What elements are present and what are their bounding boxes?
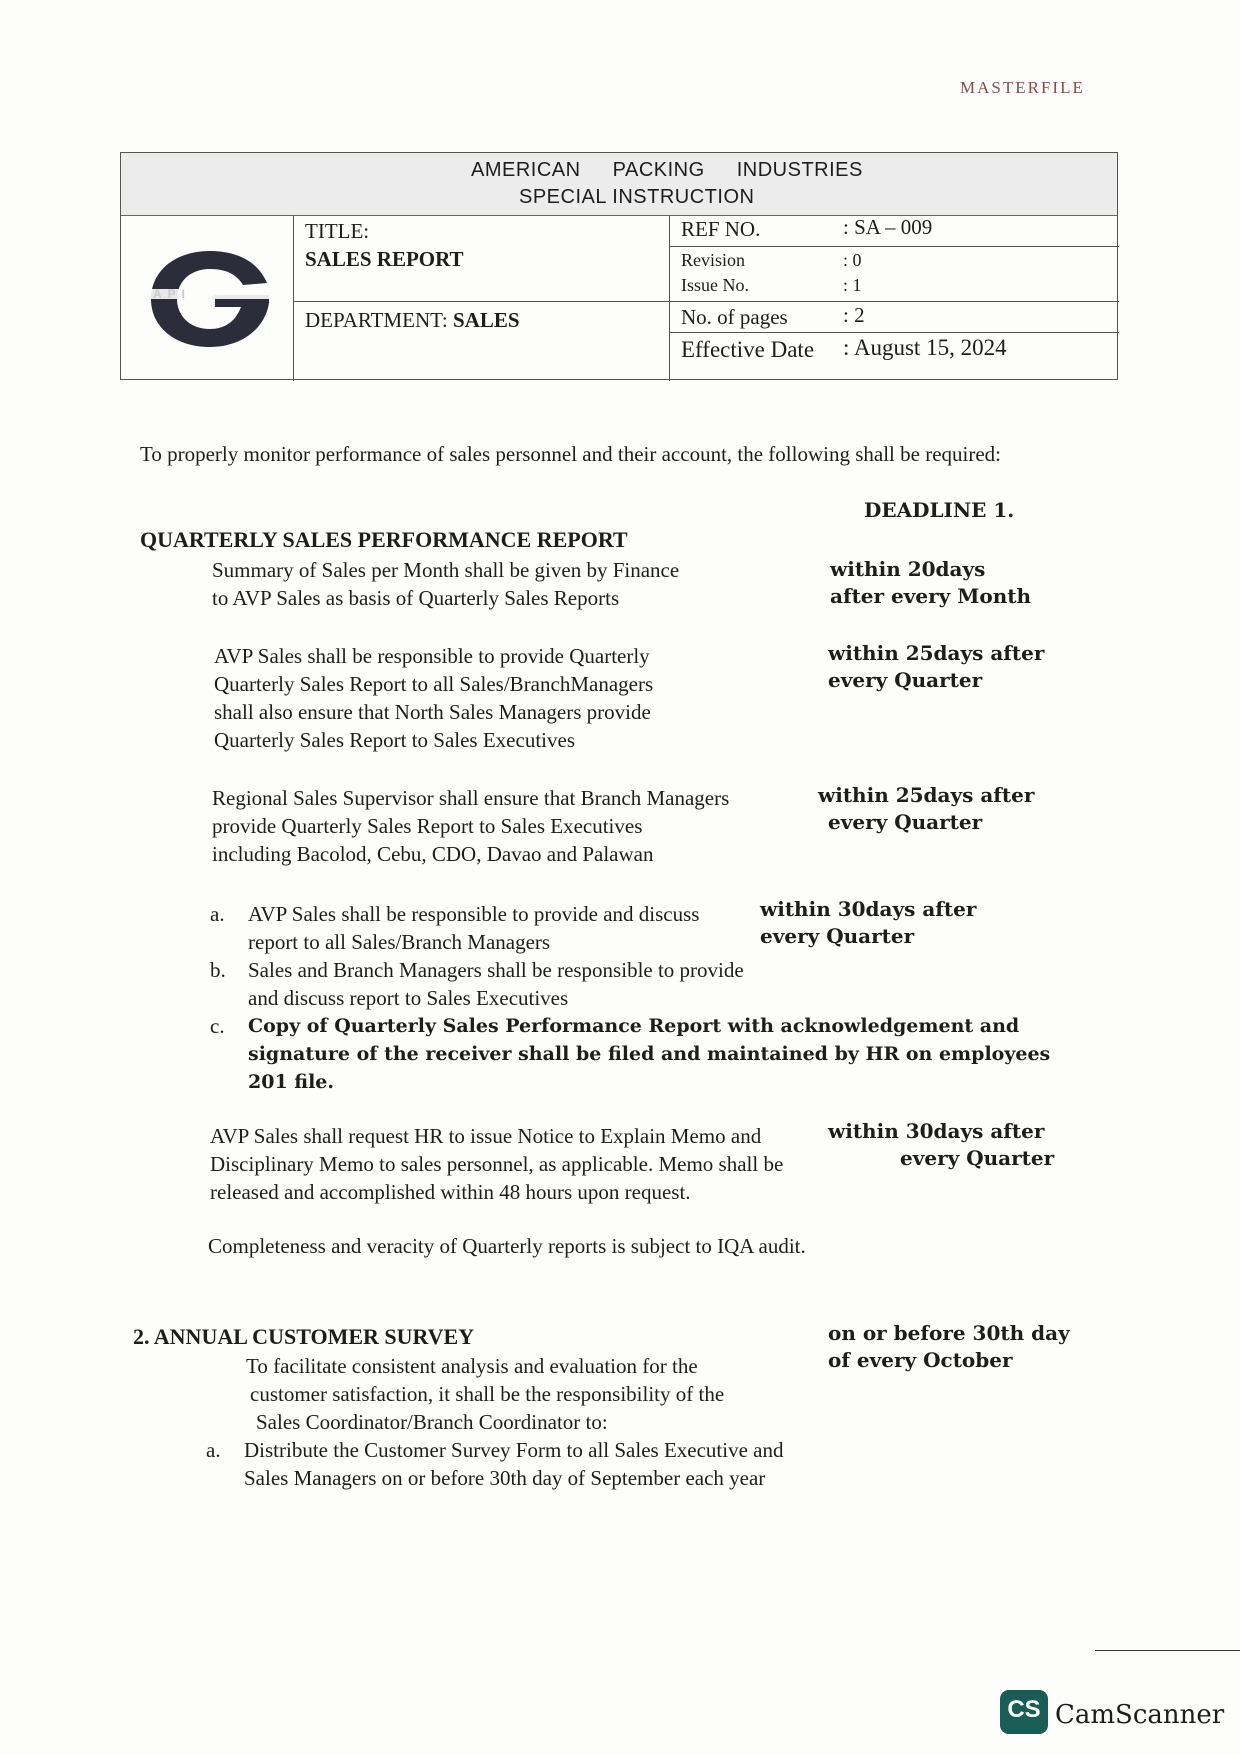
s1-list-item-c: c. Copy of Quarterly Sales Performance Report with acknowledgement and signature of the receiver shall be filed and maintained by HR on employees 201 file. bbox=[210, 1014, 1051, 1093]
s1-deadline-4: within 30days after every Quarter bbox=[828, 1119, 1055, 1170]
s1-list-item-b: b. Sales and Branch Managers shall be responsible to provide and discuss report to Sales Executives bbox=[210, 958, 744, 1010]
document-type: SPECIAL INSTRUCTION bbox=[519, 186, 755, 208]
svg-text:API: API bbox=[153, 287, 192, 301]
camscanner-watermark: CamScanner bbox=[1055, 1700, 1225, 1730]
s2-list-item-a: a. Distribute the Customer Survey Form to all Sales Executive and Sales Managers on or before 30th day of September each year bbox=[206, 1438, 784, 1490]
title-value: SALES REPORT bbox=[305, 247, 464, 271]
revision-value: : 0 bbox=[843, 250, 862, 270]
effective-date-label: Effective Date bbox=[681, 337, 815, 362]
s1-paragraph-3: Regional Sales Supervisor shall ensure that Branch Managers provide Quarterly Sales Report to Sales Executives including Bacolod, Cebu, CDO, Davao and Palawan bbox=[212, 786, 730, 866]
deadline-header: DEADLINE 1. bbox=[864, 498, 1015, 522]
section-2-title: 2. ANNUAL CUSTOMER SURVEY bbox=[133, 1324, 475, 1349]
pages-label: No. of pages bbox=[681, 305, 788, 329]
department-label: DEPARTMENT: SALES bbox=[305, 308, 520, 332]
revision-label: Revision bbox=[681, 250, 746, 270]
ref-no-label: REF NO. bbox=[681, 217, 761, 241]
footer-divider bbox=[1095, 1650, 1240, 1651]
s1-paragraph-5: Completeness and veracity of Quarterly reports is subject to IQA audit. bbox=[208, 1234, 806, 1258]
document-header-table bbox=[120, 152, 1118, 380]
issue-no-label: Issue No. bbox=[681, 275, 749, 295]
intro-text: To properly monitor performance of sales personnel and their account, the following shall be required: bbox=[140, 442, 1001, 466]
s1-deadline-1: within 20days after every Month bbox=[830, 557, 1032, 608]
s2-paragraph-1: To facilitate consistent analysis and evaluation for the customer satisfaction, it shall be the responsibility of the Sales Coordinator/Branch Coordinator to: bbox=[246, 1354, 725, 1434]
title-label: TITLE: bbox=[305, 219, 370, 243]
masterfile-stamp: MASTERFILE bbox=[960, 78, 1085, 97]
effective-date-value: : August 15, 2024 bbox=[843, 335, 1007, 360]
s2-deadline: on or before 30th day of every October bbox=[828, 1321, 1070, 1372]
issue-no-value: : 1 bbox=[843, 275, 862, 295]
section-1-title: QUARTERLY SALES PERFORMANCE REPORT bbox=[140, 527, 628, 552]
api-logo-icon bbox=[145, 249, 275, 349]
s1-paragraph-4: AVP Sales shall request HR to issue Notice to Explain Memo and Disciplinary Memo to sales personnel, as applicable. Memo shall be released and accomplished within 48 hours upon request. bbox=[210, 1124, 784, 1204]
ref-no-value: : SA – 009 bbox=[843, 215, 933, 239]
camscanner-logo-icon: CS bbox=[1000, 1690, 1048, 1734]
s1-paragraph-2: AVP Sales shall be responsible to provide Quarterly Quarterly Sales Report to all Sales/BranchManagers shall also ensure that North Sales Managers provide Quarterly Sales Report to Sales Executives bbox=[214, 644, 654, 752]
s1-items-deadline: within 30days after every Quarter bbox=[760, 897, 977, 948]
pages-value: : 2 bbox=[843, 303, 865, 327]
s1-deadline-2: within 25days after every Quarter bbox=[828, 641, 1045, 692]
s1-paragraph-1: Summary of Sales per Month shall be given by Finance to AVP Sales as basis of Quarterly Sales Reports bbox=[212, 558, 680, 610]
s1-deadline-3: within 25days after every Quarter bbox=[818, 783, 1035, 834]
s1-list-item-a: a. AVP Sales shall be responsible to provide and discuss report to all Sales/Branch Managers bbox=[210, 902, 700, 954]
company-name: AMERICAN PACKING INDUSTRIES bbox=[471, 159, 863, 181]
department-value: SALES bbox=[453, 308, 520, 332]
